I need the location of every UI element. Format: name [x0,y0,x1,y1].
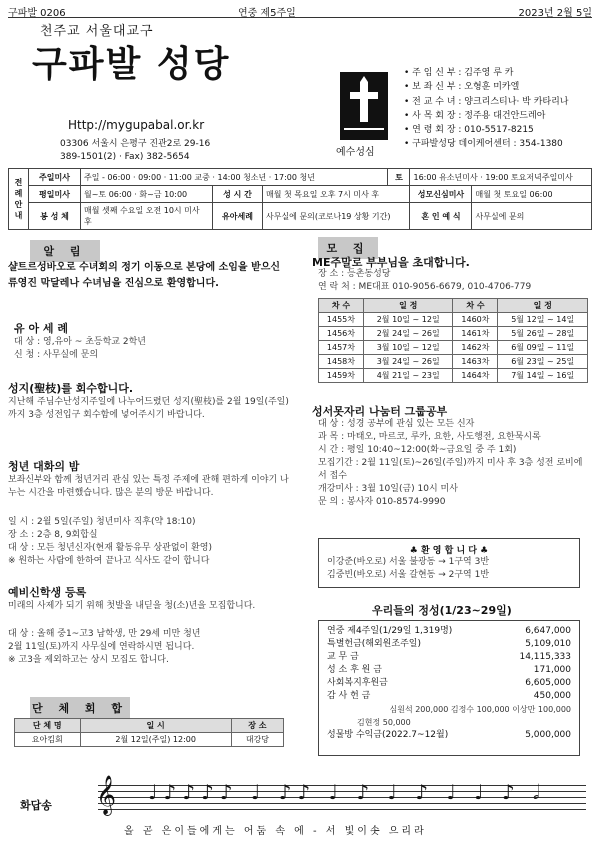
parish-name: 구파발 성당 [32,44,231,85]
offering-row: 감 사 헌 금 450,000 [327,691,571,701]
treble-clef-icon: 𝄞 [96,775,117,815]
palm-title: 성지(聖枝)를 회수합니다. [8,382,134,395]
table-row: 1457차 3월 10일 ~ 12일 1462차 6월 09일 ~ 11일 [319,341,588,355]
schedule-label: 전례안내 [9,169,29,230]
parish-url[interactable]: Http://mygupabal.or.kr [68,118,205,132]
liturgical-sunday: 연중 제5주일 [238,8,296,19]
palm-text: 지난해 주님수난성지주일에 나누어드렸던 성지(聖枝)를 2월 19일(주일)까지 3층 성전입구 회수함에 넣어주시기 바랍니다. [8,397,289,420]
staff-item: • 보 좌 신 부 : 오형훈 미카엘 [404,80,569,94]
logo-caption: 예수성심 [336,147,375,158]
recruit-section-title: 모 집 [318,237,378,259]
seminarian-text: 미래의 사제가 되기 위해 첫발을 내딛을 청(소)년을 모집합니다. [8,601,256,611]
staff-item: • 사 목 회 장 : 정주용 대건안드레아 [404,109,569,123]
bulletin-date: 2023년 2월 5일 [518,8,592,19]
top-info-line [8,4,592,18]
bible-study-title: 성서못자리 나눔터 그룹공부 [312,405,448,418]
me-info: 장 소 : 등촌동성당 연 락 처 : ME대표 010-9056-6679, 010-4706-779 [318,269,532,292]
youth-night-title: 청년 대화의 밤 [8,460,80,473]
table-row: 1455차 2월 10일 ~ 12일 1460차 5월 12일 ~ 14일 [319,313,588,327]
group-meeting-table: 단 체 명 일 시 장 소 요아킴회 2월 12일(주일) 12:00 대강당 [14,718,284,747]
parish-address: 03306 서울시 은평구 진관2로 29-16 389-1501(2) · Fax) 382-5654 [60,139,211,162]
offering-row: 성물방 수익금(2022.7~12월) 5,000,000 [327,730,571,740]
bible-study-details: 대 상 : 성경 공부에 관심 있는 모든 신자 과 목 : 마태오, 마르코, 루카, 요한, 사도행전, 요한묵시록 시 간 : 평일 10:40~12:00(화~금요일 중 주 1회) 모집기간 : 2월 11일(토)~26일(주일)까지 미사 후 3층 성전 로비에서 접수 개강미사 : 3월 10일(금) 10시 미사 문 의 : 봉사자 010-8574-9990 [318,419,583,507]
diocese-name: 천주교 서울대교구 [40,24,154,39]
staff-item: • 연 령 회 장 : 010-5517-8215 [404,123,569,137]
psalm-label: 화답송 [20,799,52,812]
offering-row: 성 소 후 원 금 171,000 [327,665,571,675]
music-notes: ♩♪♪♪♪ ♩ ♪♪ ♩ ♪ ♩ ♪ ♩ ♩ ♪ 𝅗𝅥 [148,780,546,804]
staff-item: • 주 임 신 부 : 김주영 루 카 [404,66,569,80]
youth-night-details: 일 시 : 2월 5일(주일) 청년미사 직후(약 18:10) 장 소 : 2층 8, 9회합실 대 상 : 모든 청년신자(현재 활동유무 상관없이 환영) ※ 원하는 사람에 한하여 끝나고 식사도 같이 합니다 [8,517,212,566]
staff-list [404,66,569,152]
offering-row: 사회복지후원금 6,605,000 [327,678,571,688]
welcome-box: ♣ 환 영 합 니 다 ♣ 이강준(바오로) 서울 불광동 → 1구역 3반 김중빈(바오로) 서울 갈현동 → 2구역 1반 [318,538,580,588]
offering-row: 교 무 금 14,115,333 [327,652,571,662]
issue-number: 구파발 0206 [8,8,66,19]
staff-item: • 전 교 수 녀 : 양크리스티나· 박 카타리나 [404,95,569,109]
infant-baptism-list: 대 상 : 영,유아 ~ 초등학교 2학년 신 청 : 사무실에 문의 [14,337,146,360]
welcome-row: 김중빈(바오로) 서울 갈현동 → 2구역 1반 [327,570,490,580]
seminarian-details: 대 상 : 올해 중1~고3 남학생, 만 29세 미만 청년 2월 11일(토)까지 사무실에 연락하시면 됩니다. ※ 고3을 제외하고는 상시 모집도 합니다. [8,629,201,665]
infant-baptism-title: 유 아 세 례 [14,322,68,335]
group-meeting-title: 단 체 회 합 [30,697,130,719]
table-row: 1459차 4월 21일 ~ 23일 1464차 7월 14일 ~ 16일 [319,369,588,383]
me-schedule-table: 차 수 일 정 차 수 일 정 1455차 2월 10일 ~ 12일 1460차 5월 12일 ~ 14일 1456차 2월 24일 ~ 26일 1461차 5월 26일 ~ 28일 1457차 3월 10일 ~ 12일 1462차 6월 09일 ~ 11일 1458차 3월 24일 ~ 26일 1463차 6월 23일 ~ 25일 1459차 4월 21일 ~ 23일 1464차 7월 14일 ~ 16일 [318,298,588,383]
table-row: 1458차 3월 24일 ~ 26일 1463차 6월 23일 ~ 25일 [319,355,588,369]
seminarian-title: 예비신학생 등록 [8,586,87,599]
me-title: ME주말로 부부님을 초대합니다. [312,256,470,269]
table-row: 요아킴회 2월 12일(주일) 12:00 대강당 [15,733,284,747]
offering-row: 연중 제4주일(1/29일 1,319명) 6,647,000 [327,626,571,636]
offering-title: 우리들의 정성(1/23~29일) [372,604,512,617]
notice-text: 샬트르성바오로 수녀회의 정기 이동으로 본당에 소임을 받으신 류영진 막달레나 수녀님을 진심으로 환영합니다. [8,262,281,289]
youth-night-text: 보좌신부와 함께 청년거리 관심 있는 특정 주제에 관해 편하게 이야기 나누는 시간을 마련했습니다. 많은 분의 방문 바랍니다. [8,475,289,498]
mass-schedule-table: 전례안내 주일미사 주일 - 06:00 · 09:00 · 11:00 교중 · 14:00 청소년 · 17:00 청년 토 16:00 유소년미사 · 19:00 토요저녁주일미사 평일미사 월~토 06:00 · 화~금 10:00 성 시 간 매월 첫 목요일 오후 7시 미사 후 성모신심미사 매월 첫 토요일 06:00 봉 성 체 매월 셋째 수요일 오전 10시 미사 후 유아세례 사무실에 문의(코로나19 상황 기간) 혼 인 예 식 사무실에 문의 [8,168,592,230]
offering-row: 특별헌금(해외원조주일) 5,109,010 [327,639,571,649]
staff-item: • 구파발성당 데이케어센터 : 354-1380 [404,137,569,151]
welcome-row: 이강준(바오로) 서울 불광동 → 1구역 3반 [327,557,490,567]
table-row: 1456차 2월 24일 ~ 26일 1461차 5월 26일 ~ 28일 [319,327,588,341]
psalm-lyrics: 올 곧 은이들에게는 어둠 속 에 - 서 빛이솟 으리라 [124,826,427,837]
notice-section-title: 알 림 [30,240,100,262]
offering-box: 연중 제4주일(1/29일 1,319명) 6,647,000 특별헌금(해외원조주일) 5,109,010 교 무 금 14,115,333 성 소 후 원 금 171,000 사회복지후원금 6,605,000 감 사 헌 금 450,000 심원석 200,000 김정수 100,000 이상만 100,000 김현정 50,000 성물방 수익금(2022.7~12월) 5,000,000 [318,620,580,756]
sacred-heart-logo [340,72,388,140]
